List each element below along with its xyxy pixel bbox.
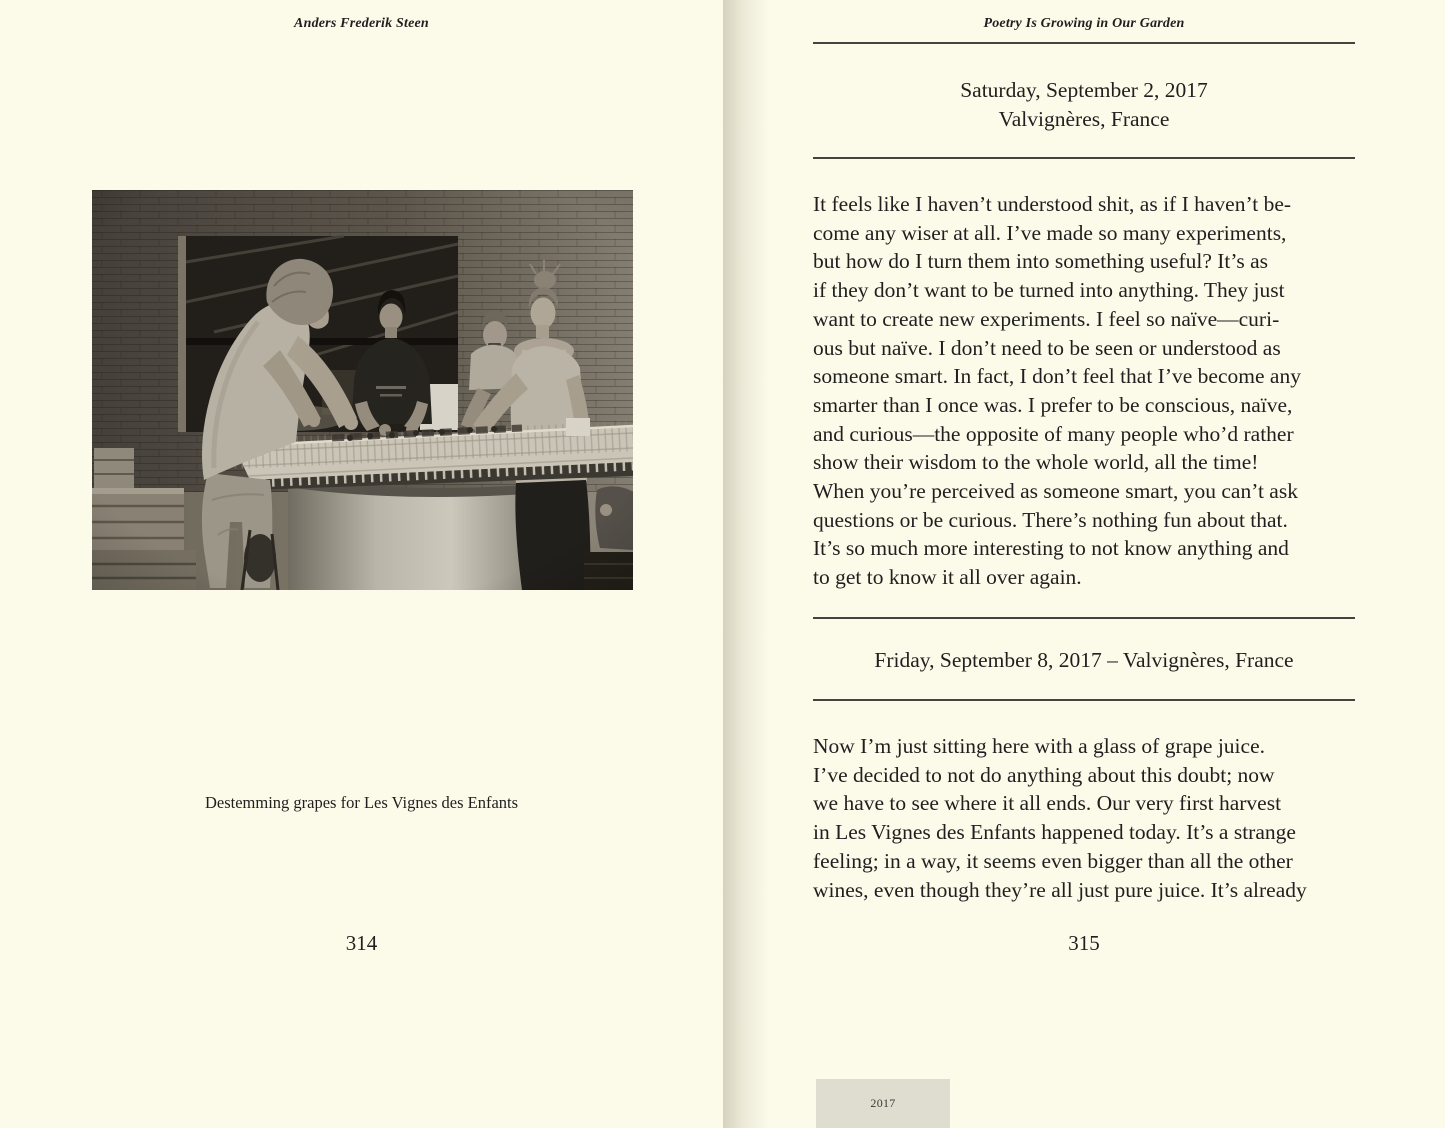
entry-date-1 bbox=[813, 76, 1355, 134]
right-page bbox=[723, 0, 1445, 1128]
entry-body-2 bbox=[813, 732, 1355, 904]
text-line: if they don’t want to be turned into anything. They just bbox=[813, 278, 1285, 303]
text-line: Friday, September 8, 2017 – Valvignères, France bbox=[874, 648, 1294, 672]
text-line: smarter than I once was. I prefer to be conscious, naïve, bbox=[813, 392, 1293, 417]
date-rule-1 bbox=[813, 157, 1355, 159]
running-head-left: Anders Frederik Steen bbox=[294, 16, 429, 31]
text-line: to get to know it all over again. bbox=[813, 565, 1082, 590]
text-line: Now I’m just sitting here with a glass of grape juice. bbox=[813, 734, 1265, 758]
text-line: wines, even though they’re all just pure juice. It’s already bbox=[813, 877, 1307, 902]
text-line: I’ve decided to not do anything about this doubt; now bbox=[813, 762, 1275, 787]
text-line: questions or be curious. There’s nothing fun about that. bbox=[813, 507, 1288, 532]
running-head-right: Poetry Is Growing in Our Garden bbox=[983, 16, 1185, 31]
year-tab: 2017 bbox=[816, 1079, 950, 1128]
text-line: When you’re perceived as someone smart, you can’t ask bbox=[813, 479, 1298, 504]
photo-caption: Destemming grapes for Les Vignes des Enfants bbox=[204, 793, 519, 812]
text-line: It’s so much more interesting to not know anything and bbox=[813, 536, 1289, 561]
photo-vignette bbox=[92, 190, 633, 590]
destemming-photo bbox=[92, 190, 633, 590]
text-line: Valvignères, France bbox=[998, 107, 1170, 131]
date-rule-2-top bbox=[813, 617, 1355, 619]
text-line: but how do I turn them into something useful? It’s as bbox=[813, 249, 1269, 274]
date-rule-2-bottom bbox=[813, 699, 1355, 701]
text-line: someone smart. In fact, I don’t feel that I’ve become any bbox=[813, 364, 1301, 389]
text-line: feeling; in a way, it seems even bigger than all the other bbox=[813, 848, 1293, 873]
photo-illustration bbox=[92, 190, 633, 590]
text-line: we have to see where it all ends. Our very first harvest bbox=[813, 791, 1282, 816]
text-line: It feels like I haven’t understood shit, as if I haven’t be- bbox=[813, 192, 1292, 216]
text-line: show their wisdom to the whole world, all the time! bbox=[813, 450, 1259, 475]
entry-body-1 bbox=[813, 190, 1355, 592]
header-rule bbox=[813, 42, 1355, 44]
text-line: Saturday, September 2, 2017 bbox=[960, 78, 1208, 102]
page-number-left: 314 bbox=[345, 931, 378, 955]
entry-date-2 bbox=[813, 646, 1355, 675]
text-line: and curious—the opposite of many people who’d rather bbox=[813, 421, 1294, 446]
text-line: in Les Vignes des Enfants happened today. It’s a strange bbox=[813, 820, 1296, 845]
text-line: want to create new experiments. I feel so naïve—curi- bbox=[813, 306, 1280, 331]
text-line: come any wiser at all. I’ve made so many experiments, bbox=[813, 220, 1287, 245]
gutter-shadow bbox=[723, 0, 769, 1128]
text-line: ous but naïve. I don’t need to be seen or understood as bbox=[813, 335, 1281, 360]
page-number-right: 315 bbox=[1068, 931, 1100, 955]
